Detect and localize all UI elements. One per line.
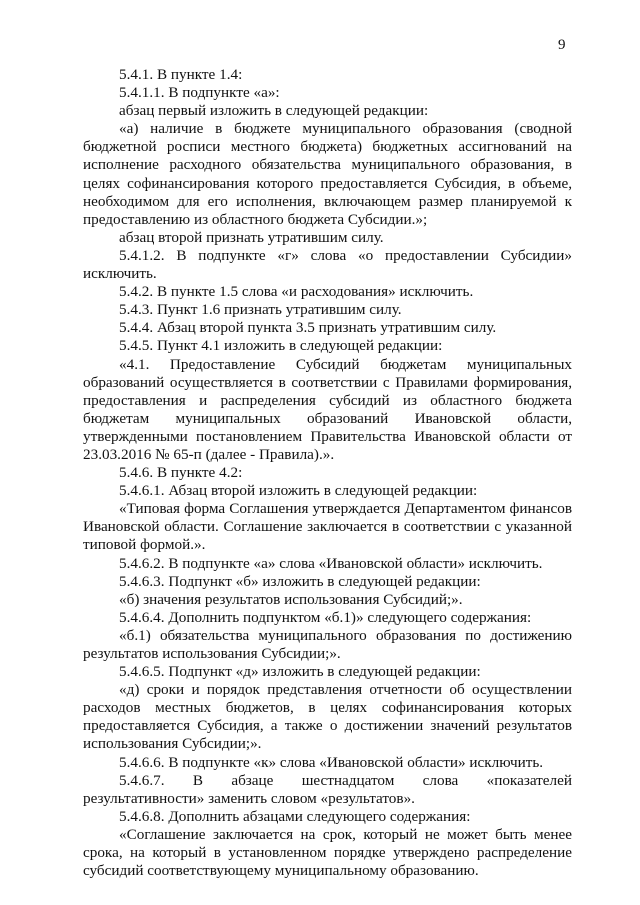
- paragraph-5-4-6-7: 5.4.6.7. В абзаце шестнадцатом слова «показателей результативности» заменить словом «результатов».: [83, 771, 572, 807]
- paragraph-podpunkt-b-text: «б) значения результатов использования Субсидий;».: [119, 590, 463, 608]
- paragraph-abzac-pervyi: абзац первый изложить в следующей редакции:: [119, 102, 429, 120]
- paragraph-podpunkt-a-text: «а) наличие в бюджете муниципального образования (сводной бюджетной росписи местного бюджета) бюджетных ассигнований на исполнение расходного обязательства муниципального образования, в целях софинансирования которого предоставляется Субсидия, в объеме, необходимом для его исполнения, включающем размер планируемой к предоставлению из областного бюджета Субсидии.»;: [83, 120, 572, 228]
- paragraph-5-4-4: 5.4.4. Абзац второй пункта 3.5 признать утратившим силу.: [119, 319, 497, 337]
- paragraph-5-4-5: 5.4.5. Пункт 4.1 изложить в следующей редакции:: [119, 337, 443, 355]
- paragraph-5-4-1-1: 5.4.1.1. В подпункте «а»:: [119, 84, 280, 102]
- paragraph-5-4-6: 5.4.6. В пункте 4.2:: [119, 464, 243, 482]
- paragraph-abzac-vtoroi: абзац второй признать утратившим силу.: [119, 228, 384, 246]
- document-body: [83, 66, 572, 880]
- paragraph-soglashenie-srok-text: «Соглашение заключается на срок, который не может быть менее срока, на который в установленном порядке утверждено распределение субсидий соответствующему муниципальному образованию.: [83, 825, 572, 880]
- paragraph-5-4-6-8: 5.4.6.8. Дополнить абзацами следующего содержания:: [119, 807, 471, 825]
- paragraph-5-4-1: 5.4.1. В пункте 1.4:: [119, 66, 243, 83]
- paragraph-5-4-6-6: 5.4.6.6. В подпункте «к» слова «Ивановской области» исключить.: [119, 753, 544, 771]
- paragraph-5-4-2: 5.4.2. В пункте 1.5 слова «и расходования» исключить.: [119, 283, 474, 301]
- paragraph-5-4-6-4: 5.4.6.4. Дополнить подпунктом «б.1)» следующего содержания:: [119, 608, 532, 626]
- paragraph-podpunkt-b1-text: «б.1) обязательства муниципального образования по достижению результатов использования Субсидии;».: [83, 626, 572, 662]
- paragraph-5-4-6-3: 5.4.6.3. Подпункт «б» изложить в следующей редакции:: [119, 572, 481, 590]
- paragraph-5-4-6-5: 5.4.6.5. Подпункт «д» изложить в следующей редакции:: [119, 663, 481, 681]
- paragraph-tipovaya-forma-text: «Типовая форма Соглашения утверждается Департаментом финансов Ивановской области. Соглашение заключается в соответствии с указанной типовой формой.».: [83, 500, 572, 554]
- paragraph-5-4-6-1: 5.4.6.1. Абзац второй изложить в следующей редакции:: [119, 482, 478, 500]
- paragraph-5-4-3: 5.4.3. Пункт 1.6 признать утратившим силу.: [119, 301, 402, 319]
- paragraph-podpunkt-d-text: «д) сроки и порядок представления отчетности об осуществлении расходов местных бюджетов, в целях софинансирования которых предоставляется Субсидия, а также о достижении значений результатов использования Субсидии;».: [83, 681, 572, 753]
- paragraph-5-4-6-2: 5.4.6.2. В подпункте «а» слова «Ивановской области» исключить.: [119, 554, 543, 572]
- paragraph-punkt-4-1-text: «4.1. Предоставление Субсидий бюджетам муниципальных образований осуществляется в соответствии с Правилами формирования, предоставления и распределения субсидий из областного бюджета бюджетам муниципальных образований Ивановской области, утвержденными постановлением Правительства Ивановской области от 23.03.2016 № 65-п (далее - Правила).».: [83, 355, 572, 463]
- paragraph-5-4-1-2: 5.4.1.2. В подпункте «г» слова «о предоставлении Субсидии» исключить.: [83, 246, 572, 283]
- page-number: 9: [558, 37, 566, 53]
